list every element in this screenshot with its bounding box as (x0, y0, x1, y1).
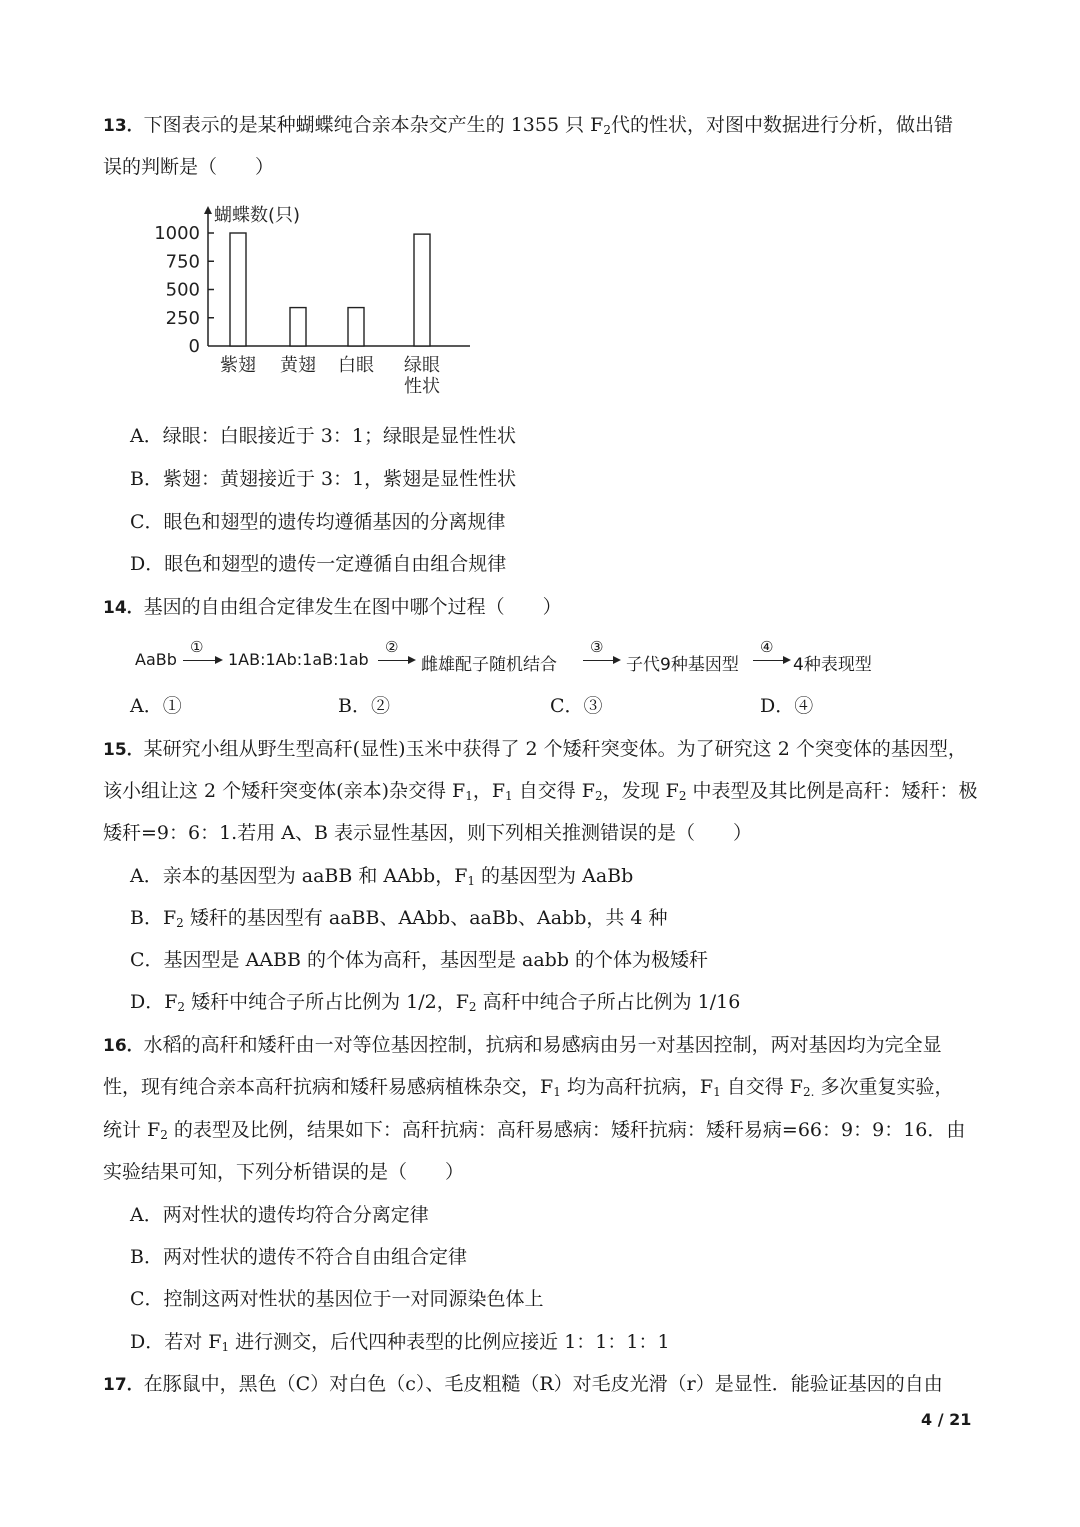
q16-option-c: C．控制这两对性状的基因位于一对同源染色体上 (130, 1288, 544, 1310)
flow-step-1: ① (190, 638, 204, 656)
q14-process-flow (133, 636, 893, 676)
y-tick-label: 0 (188, 336, 200, 357)
q13-stem-line2: 误的判断是（ ） (103, 156, 275, 178)
q14-stem: 14．基因的自由组合定律发生在图中哪个过程（ ） (103, 596, 562, 618)
y-tick-label: 1000 (154, 223, 200, 244)
x-category-label: 绿眼 (404, 355, 440, 376)
q17-stem-line1: 17．在豚鼠中，黑色（C）对白色（c）、毛皮粗糙（R）对毛皮光滑（r）是显性．能验证基因的自由 (103, 1373, 943, 1395)
q13-option-c: C．眼色和翅型的遗传均遵循基因的分离规律 (130, 511, 506, 533)
flow-arrow-1 (183, 660, 221, 661)
q14-number: 14． (103, 598, 144, 618)
bar-绿眼 (414, 234, 430, 346)
q13-option-d: D．眼色和翅型的遗传一定遵循自由组合规律 (130, 553, 507, 575)
flow-box-2: 雌雄配子随机结合 (421, 655, 557, 675)
flow-arrow-2 (378, 660, 414, 661)
flow-step-3: ③ (590, 638, 604, 656)
q15-stem-line3: 矮秆=9：6：1.若用 A、B 表示显性基因，则下列相关推测错误的是（ ） (103, 822, 752, 844)
q16-option-a: A．两对性状的遗传均符合分离定律 (130, 1204, 429, 1226)
q16-stem-line2: 性，现有纯合亲本高秆抗病和矮秆易感病植株杂交，$F_1$ 均为高秆抗病，$F_1$ 自交得 $F_{2.}$ 多次重复实验， (103, 1076, 954, 1099)
q13-number: 13． (103, 116, 144, 136)
y-tick-label: 750 (165, 251, 200, 273)
q13-option-b: B．紫翅：黄翅接近于 3：1，紫翅是显性性状 (130, 468, 517, 490)
q15-option-d: D．$F_2$ 矮秆中纯合子所占比例为 1/2，$F_2$ 高秆中纯合子所占比例为 1/16 (130, 991, 741, 1014)
q15-option-c: C．基因型是 AABB 的个体为高秆，基因型是 aabb 的个体为极矮秆 (130, 949, 709, 971)
q13-stem-line1: 13．下图表示的是某种蝴蝶纯合亲本杂交产生的 1355 只 $F_2$代的性状，对图中数据进行分析，做出错 (103, 114, 953, 137)
q16-option-b: B．两对性状的遗传不符合自由组合定律 (130, 1246, 467, 1268)
q15-option-b: B．$F_2$ 矮秆的基因型有 aaBB、AAbb、aaBb、Aabb，共 4 种 (130, 907, 668, 930)
x-axis-label: 性状 (404, 376, 440, 397)
flow-box-4: 4种表现型 (793, 655, 872, 675)
q15-number: 15． (103, 740, 144, 760)
q14-option-b: B．② (338, 695, 390, 717)
q16-stem-line4: 实验结果可知，下列分析错误的是（ ） (103, 1161, 465, 1183)
flow-start: AaBb (135, 650, 177, 669)
q14-option-d: D．④ (760, 695, 814, 717)
q17-number: 17． (103, 1375, 144, 1395)
y-tick-label: 250 (165, 307, 200, 329)
flow-box-1: 1AB:1Ab:1aB:1ab (228, 650, 369, 669)
q16-stem-line3: 统计 $F_2$ 的表型及比例，结果如下：高秆抗病：高秆易感病：矮秆抗病：矮秆易病=66：9：9：16．由 (103, 1119, 966, 1142)
flow-arrow-4 (753, 660, 789, 661)
bar-白眼 (348, 308, 364, 346)
flow-box-3: 子代9种基因型 (626, 655, 739, 675)
q15-option-a: A．亲本的基因型为 aaBB 和 AAbb，$F_1$ 的基因型为 AaBb (130, 865, 634, 888)
y-tick-label: 500 (165, 279, 200, 301)
q16-stem-line1: 16．水稻的高秆和矮秆由一对等位基因控制，抗病和易感病由另一对基因控制，两对基因均为完全显 (103, 1034, 942, 1056)
butterfly-bar-chart (120, 196, 480, 401)
flow-arrow-3 (583, 660, 619, 661)
bar-紫翅 (230, 233, 246, 346)
page-number: 4 / 21 (921, 1410, 972, 1429)
x-category-label: 紫翅 (220, 355, 256, 376)
q16-option-d: D．若对 $F_1$ 进行测交，后代四种表型的比例应接近 1：1：1：1 (130, 1331, 670, 1354)
q13-option-a: A．绿眼：白眼接近于 3：1；绿眼是显性性状 (130, 425, 516, 447)
q15-stem-line2: 该小组让这 2 个矮秆突变体(亲本)杂交得 $F_1$，$F_1$ 自交得 $F_2$，发现 $F_2$ 中表型及其比例是高秆：矮秆：极 (103, 780, 978, 803)
flow-step-2: ② (385, 638, 399, 656)
q14-option-c: C．③ (550, 695, 603, 717)
bar-黄翅 (290, 308, 306, 346)
y-axis-arrow (204, 206, 212, 214)
q16-number: 16． (103, 1036, 144, 1056)
q14-option-a: A．① (130, 695, 182, 717)
x-category-label: 白眼 (338, 355, 374, 376)
y-axis-label: 蝴蝶数(只) (214, 205, 301, 226)
flow-step-4: ④ (760, 638, 774, 656)
q15-stem-line1: 15．某研究小组从野生型高秆(显性)玉米中获得了 2 个矮秆突变体。为了研究这 2 个突变体的基因型， (103, 738, 967, 760)
x-category-label: 黄翅 (280, 355, 316, 376)
